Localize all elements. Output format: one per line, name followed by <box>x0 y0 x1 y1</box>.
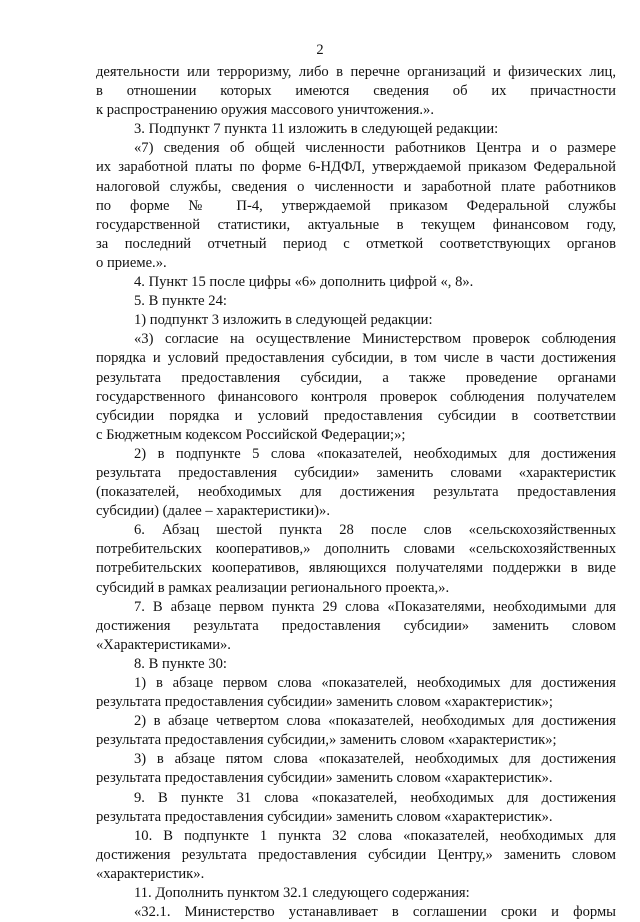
text-line: «32.1. Министерство устанавливает в соглашении сроки и формы <box>134 904 616 921</box>
text-line: результата предоставления субсидии» заменить словом «характеристик». <box>96 808 553 825</box>
text-line: «характеристик». <box>96 865 205 882</box>
text-line: достижения результата предоставления субсидии» заменить словом <box>96 617 616 634</box>
text-line: 1) в абзаце первом слова «показателей, необходимых для достижения <box>134 675 616 691</box>
text-line: (показателей, необходимых для достижения результата предоставления <box>96 484 616 501</box>
document-body <box>96 63 616 922</box>
text-line: о приеме.». <box>96 254 167 271</box>
text-line: «Характеристиками». <box>96 636 231 653</box>
text-line: потребительских кооперативов, являющихся получателями поддержки в виде <box>96 560 616 577</box>
text-line: 2) в абзаце четвертом слова «показателей, необходимых для достижения <box>134 713 616 730</box>
text-line: субсидии) (далее – характеристики)». <box>96 503 330 520</box>
text-line: 5. В пункте 24: <box>134 293 227 310</box>
page-number: 2 <box>316 42 324 58</box>
text-line: государственной статистики, актуальные в текущем финансовом году, <box>96 216 616 233</box>
text-line: результата предоставления субсидии» заменить словами «характеристик <box>96 464 616 481</box>
text-line: 7. В абзаце первом пункта 29 слова «Показателями, необходимыми для <box>134 598 616 615</box>
text-line: налоговой службы, сведения о численности и заработной плате работников <box>96 178 616 195</box>
text-line: результата предоставления субсидии,» заменить словом «характеристик»; <box>96 732 557 749</box>
text-line: государственного финансового контроля проверок соблюдения получателем <box>96 388 616 405</box>
text-line: результата предоставления субсидии» заменить словом «характеристик». <box>96 770 553 787</box>
text-line: потребительских кооперативов,» дополнить словами «сельскохозяйственных <box>96 541 616 558</box>
text-line: субсидии порядка и условий предоставления субсидии в соответствии <box>96 407 616 424</box>
text-line: деятельности или терроризму, либо в перечне организаций и физических лиц, <box>96 64 616 80</box>
text-line: 4. Пункт 15 после цифры «6» дополнить цифрой «, 8». <box>134 274 474 291</box>
text-line: их заработной платы по форме 6-НДФЛ, утверждаемой приказом Федеральной <box>96 159 616 176</box>
text-line: 1) подпункт 3 изложить в следующей редакции: <box>134 312 433 329</box>
text-line: 6. Абзац шестой пункта 28 после слов «сельскохозяйственных <box>134 522 616 539</box>
text-line: результата предоставления субсидии, а также проведение органами <box>96 369 616 386</box>
text-line: «3) согласие на осуществление Министерством проверок соблюдения <box>134 331 616 348</box>
text-line: к распространению оружия массового уничтожения.». <box>96 102 434 119</box>
text-line: 3) в абзаце пятом слова «показателей, необходимых для достижения <box>134 751 616 768</box>
text-line: «7) сведения об общей численности работников Центра и о размере <box>134 140 616 157</box>
text-line: 2) в подпункте 5 слова «показателей, необходимых для достижения <box>134 445 616 462</box>
text-line: порядка и условий предоставления субсидии, в том числе в части достижения <box>96 350 616 367</box>
text-line: 10. В подпункте 1 пункта 32 слова «показателей, необходимых для <box>134 827 616 844</box>
text-line: результата предоставления субсидии» заменить словом «характеристик»; <box>96 694 553 711</box>
text-line: по форме № П-4, утверждаемой приказом Федеральной службы <box>96 197 616 214</box>
text-line: в отношении которых имеются сведения об их причастности <box>96 83 616 100</box>
text-line: 8. В пункте 30: <box>134 655 227 672</box>
text-line: достижения результата предоставления субсидии Центру,» заменить словом <box>96 846 616 863</box>
text-line: 3. Подпункт 7 пункта 11 изложить в следующей редакции: <box>134 121 499 138</box>
text-line: за последний отчетный период с отметкой соответствующих органов <box>96 235 616 252</box>
text-line: 9. В пункте 31 слова «показателей, необходимых для достижения <box>134 789 616 806</box>
text-line: 11. Дополнить пунктом 32.1 следующего содержания: <box>134 885 470 902</box>
text-line: с Бюджетным кодексом Российской Федерации;»; <box>96 426 406 443</box>
text-line: субсидий в рамках реализации регионального проекта,». <box>96 579 450 596</box>
